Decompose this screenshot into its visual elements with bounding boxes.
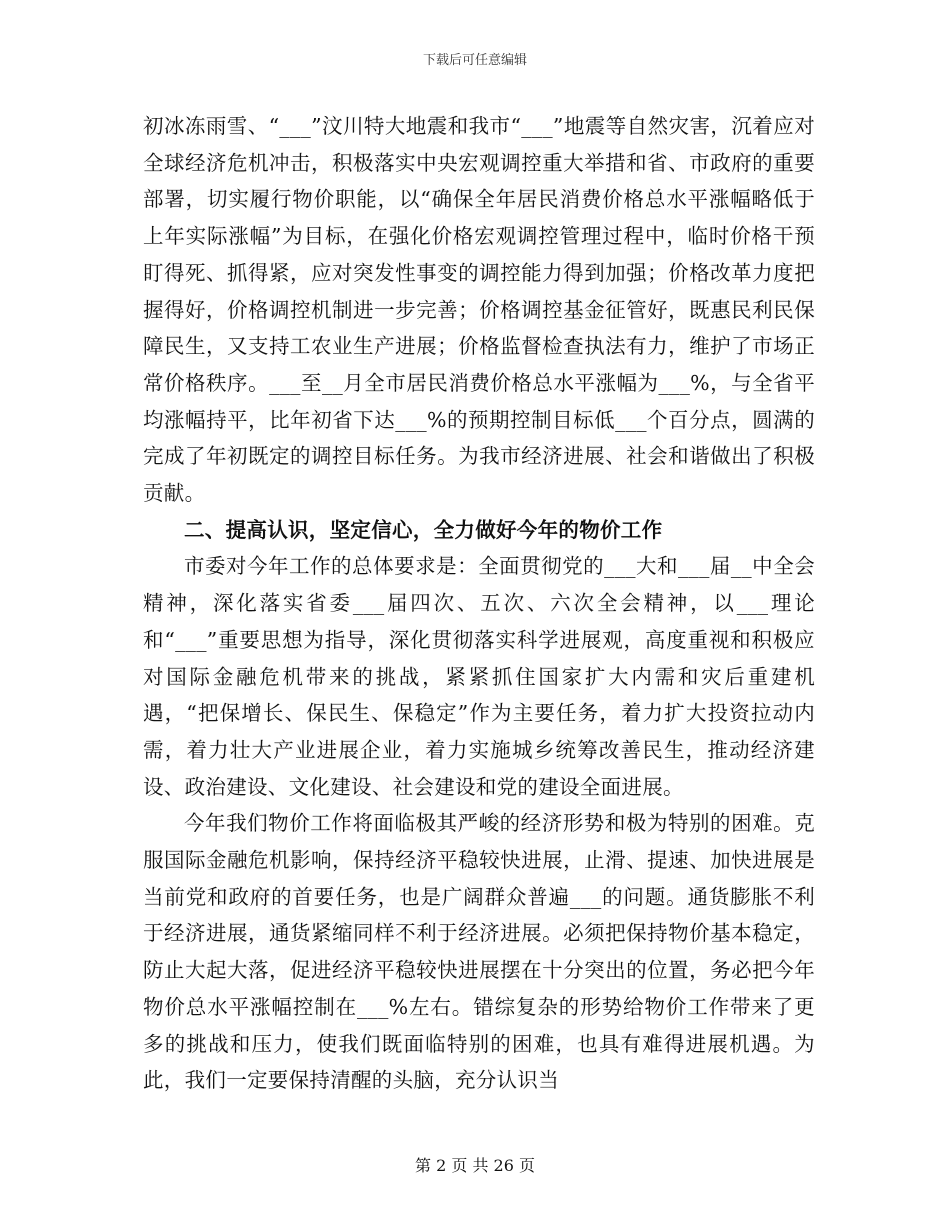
section-heading-2: 二、提高认识，坚定信心，全力做好今年的物价工作 [184,517,663,542]
paragraph-disaster-response: 初冰冻雨雪、“___”汶川特大地震和我市“___”地震等自然灾害，沉着应对全球经济危机冲击，积极落实中央宏观调控重大举措和省、市政府的重要部署，切实履行物价职能，以“确保全年居民消费价格总水平涨幅略低于上年实际涨幅”为目标，在强化价格宏观调控管理过程中，临时价格干预盯得死、抓得紧，应对突发性事变的调控能力得到加强；价格改革力度把握得好，价格调控机制进一步完善；价格调控基金征管好，既惠民利民保障民生，又支持工农业生产进展；价格监督检查执法有力，维护了市场正常价格秩序。___至__月全市居民消费价格总水平涨幅为___%，与全省平均涨幅持平，比年初省下达___%的预期控制目标低___个百分点，圆满的完成了年初既定的调控目标任务。为我市经济进展、社会和谐做出了积极贡献。 [143,114,815,506]
paragraph-price-work-outlook: 今年我们物价工作将面临极其严峻的经济形势和极为特别的困难。克服国际金融危机影响，保持经济平稳较快进展，止滑、提速、加快进展是当前党和政府的首要任务，也是广阔群众普遍___的问题。通货膨胀不利于经济进展，通货紧缩同样不利于经济进展。必须把保持物价基本稳定，防止大起大落，促进经济平稳较快进展摆在十分突出的位置，务必把今年物价总水平涨幅控制在___%左右。错综复杂的形势给物价工作带来了更多的挑战和压力，使我们既面临特别的困难，也具有难得进展机遇。为此，我们一定要保持清醒的头脑，充分认识当 [143,811,815,1093]
paragraph-overall-requirements: 市委对今年工作的总体要求是：全面贯彻党的___大和___届__中全会精神，深化落实省委___届四次、五次、六次全会精神，以___理论和“___”重要思想为指导，深化贯彻落实科学进展观，高度重视和积极应对国际金融危机带来的挑战，紧紧抓住国家扩大内需和灾后重建机遇，“把保增长、保民生、保稳定”作为主要任务，着力扩大投资拉动内需，着力壮大产业进展企业，着力实施城乡统筹改善民生，推动经济建设、政治建设、文化建设、社会建设和党的建设全面进展。 [143,554,815,799]
page-number: 第 2 页 共 26 页 [415,1156,535,1175]
page-header: 下载后可任意编辑 [422,53,527,68]
document-body [143,108,815,1099]
